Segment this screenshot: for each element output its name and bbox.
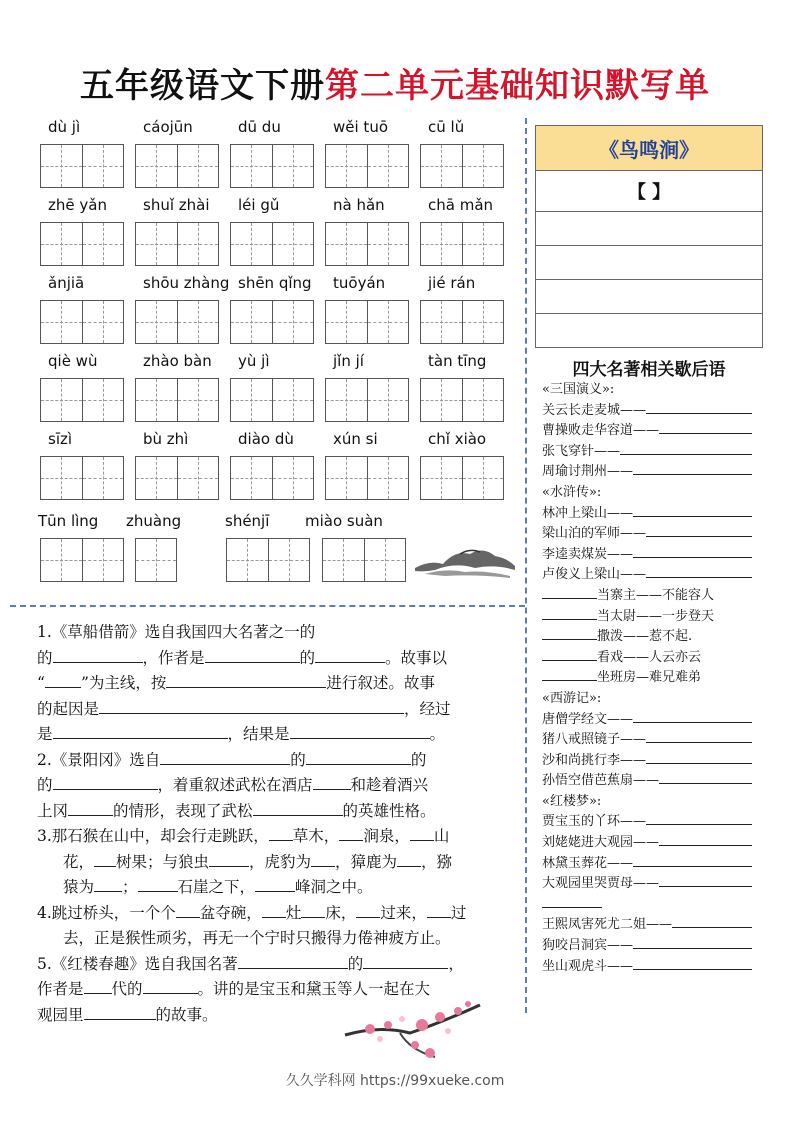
pinyin-label: tàn tīng xyxy=(428,352,487,370)
xiehouyu-item: 张飞穿针—— xyxy=(542,442,767,463)
writing-box[interactable] xyxy=(40,222,124,266)
xiehouyu-list xyxy=(542,380,767,977)
pinyin-label: jié rán xyxy=(428,274,476,292)
pinyin-label: zhào bàn xyxy=(143,352,212,370)
pinyin-label: zhē yǎn xyxy=(48,196,107,214)
horizontal-divider xyxy=(10,605,525,607)
writing-box[interactable] xyxy=(325,222,409,266)
pinyin-label: shōu zhàng xyxy=(143,274,230,292)
pinyin-label: wěi tuō xyxy=(333,118,388,136)
pinyin-row xyxy=(40,430,520,500)
xiehouyu-title: 四大名著相关歇后语 xyxy=(572,360,726,380)
xiehouyu-item: 沙和尚挑行李—— xyxy=(542,751,767,772)
xiehouyu-item: «三国演义»: xyxy=(542,382,615,397)
pinyin-label: Tūn lìng xyxy=(38,512,99,530)
pinyin-label: cū lǔ xyxy=(428,118,465,136)
writing-box[interactable] xyxy=(230,378,314,422)
writing-box[interactable] xyxy=(40,538,124,582)
xiehouyu-item: 梁山泊的军师—— xyxy=(542,524,767,545)
xiehouyu-item: 林黛玉葬花—— xyxy=(542,854,767,875)
pinyin-label: bù zhì xyxy=(143,430,189,448)
writing-box[interactable] xyxy=(40,144,124,188)
xiehouyu-item: 曹操败走华容道—— xyxy=(542,421,767,442)
xiehouyu-item: 林冲上梁山—— xyxy=(542,504,767,525)
xiehouyu-item: 坐班房—难兄难弟 xyxy=(542,668,767,689)
pinyin-label: nà hǎn xyxy=(333,196,385,214)
writing-box[interactable] xyxy=(135,222,219,266)
plum-blossom-decoration xyxy=(340,995,490,1070)
writing-box[interactable] xyxy=(230,222,314,266)
mountain-ink-decoration xyxy=(415,538,515,583)
poem-card xyxy=(535,125,763,348)
pinyin-label: cáojūn xyxy=(143,118,193,136)
poem-author-brackets: 【 】 xyxy=(536,171,762,212)
xiehouyu-item: 孙悟空借芭蕉扇—— xyxy=(542,771,767,792)
pinyin-label: xún si xyxy=(333,430,378,448)
pinyin-label: chǐ xiào xyxy=(428,430,487,448)
pinyin-row xyxy=(40,118,520,188)
xiehouyu-item: 李逵卖煤炭—— xyxy=(542,545,767,566)
pinyin-label: qiè wù xyxy=(48,352,98,370)
page-title: 五年级语文下册第二单元基础知识默写单 xyxy=(80,66,710,106)
pinyin-label: dù jì xyxy=(48,118,81,136)
writing-box[interactable] xyxy=(420,222,504,266)
pinyin-label: miào suàn xyxy=(305,512,383,530)
xiehouyu-item: 看戏——人云亦云 xyxy=(542,648,767,669)
pinyin-label: jǐn jí xyxy=(333,352,364,370)
vertical-divider xyxy=(525,118,527,1013)
pinyin-label: sīzì xyxy=(48,430,73,448)
writing-box[interactable] xyxy=(420,300,504,344)
xiehouyu-item: 坐山观虎斗—— xyxy=(542,957,767,978)
writing-box[interactable] xyxy=(135,144,219,188)
poem-line xyxy=(536,280,762,314)
pinyin-label: shénjī xyxy=(225,512,270,530)
poem-line xyxy=(536,246,762,280)
poem-line xyxy=(536,212,762,246)
xiehouyu-item: 狗咬吕洞宾—— xyxy=(542,936,767,957)
writing-box[interactable] xyxy=(135,538,177,582)
pinyin-row xyxy=(40,352,520,422)
xiehouyu-item: 猪八戒照镜子—— xyxy=(542,730,767,751)
writing-box[interactable] xyxy=(230,300,314,344)
xiehouyu-item: 王熙凤害死尤二姐—— xyxy=(542,915,767,936)
pinyin-row xyxy=(40,196,520,266)
pinyin-label: ǎnjiā xyxy=(48,274,85,292)
pinyin-label: diào dù xyxy=(238,430,294,448)
pinyin-label: shuǐ zhài xyxy=(143,196,210,214)
pinyin-label: tuōyán xyxy=(333,274,386,292)
xiehouyu-item: 撒泼——惹不起. xyxy=(542,627,767,648)
xiehouyu-item xyxy=(542,895,767,916)
poem-line xyxy=(536,314,762,347)
writing-box[interactable] xyxy=(230,456,314,500)
writing-box[interactable] xyxy=(325,144,409,188)
writing-box[interactable] xyxy=(325,456,409,500)
writing-box[interactable] xyxy=(420,378,504,422)
pinyin-row xyxy=(40,274,520,344)
xiehouyu-item: 刘姥姥进大观园—— xyxy=(542,833,767,854)
writing-box[interactable] xyxy=(325,300,409,344)
writing-box[interactable] xyxy=(135,378,219,422)
writing-box[interactable] xyxy=(325,378,409,422)
writing-box[interactable] xyxy=(40,300,124,344)
writing-box[interactable] xyxy=(40,456,124,500)
questions-section: 1.《草船借箭》选自我国四大名著之一的 的 ，作者是 的 。故事以 “ ”为主线，按 进行叙述。故事 的起因是 ，经过 是 ，结果是 。 2.《景阳冈》选自 的 的 的 ，着重叙述武松在酒店 和趁着酒兴 上冈 的情形，表现了武松 的英雄性格。 3.那石猴在山中，却会行走跳跃， 草木， 涧泉， 山 花， 树果；与狼虫 ，虎豹为 ，獐鹿为 ，猕 猿为 ； 石崖之下， 峰洞之中。 4.跳过桥头，一个个 盆夺碗， 灶 床， 过来， 过 去，正是猴性顽劣，再无一个宁时只搬得力倦神疲方止。 5.《红楼春趣》选自我国名著 的 ， 作者是 代的 。讲的是宝玉和黛玉等人一起在大 观园里 的故事。 xyxy=(37,623,467,1024)
xiehouyu-item: 当寨主——不能容人 xyxy=(542,586,767,607)
pinyin-label: shēn qǐng xyxy=(238,274,312,292)
writing-box[interactable] xyxy=(226,538,310,582)
writing-box[interactable] xyxy=(40,378,124,422)
pinyin-label: zhuàng xyxy=(126,512,182,530)
xiehouyu-item: 大观园里哭贾母—— xyxy=(542,874,767,895)
writing-box[interactable] xyxy=(230,144,314,188)
xiehouyu-item: 卢俊义上梁山—— xyxy=(542,565,767,586)
footer-watermark: 久久学科网 https://99xueke.com xyxy=(285,1073,505,1089)
poem-title: 《鸟鸣涧》 xyxy=(536,126,762,171)
xiehouyu-item: 唐僧学经文—— xyxy=(542,710,767,731)
writing-box[interactable] xyxy=(420,456,504,500)
xiehouyu-item: 关云长走麦城—— xyxy=(542,401,767,422)
writing-box[interactable] xyxy=(322,538,406,582)
writing-box[interactable] xyxy=(135,300,219,344)
xiehouyu-item: 贾宝玉的丫环—— xyxy=(542,812,767,833)
pinyin-label: léi gǔ xyxy=(238,196,280,214)
pinyin-label: chā mǎn xyxy=(428,196,494,214)
xiehouyu-item: «西游记»: xyxy=(542,690,602,706)
xiehouyu-item: 当太尉——一步登天 xyxy=(542,607,767,628)
pinyin-label: yù jì xyxy=(238,352,270,370)
writing-box[interactable] xyxy=(420,144,504,188)
xiehouyu-item: «水浒传»: xyxy=(542,484,602,500)
xiehouyu-item: 周瑜讨荆州—— xyxy=(542,462,767,483)
pinyin-label: dū du xyxy=(238,118,281,136)
writing-box[interactable] xyxy=(135,456,219,500)
xiehouyu-item: «红楼梦»: xyxy=(542,793,602,809)
